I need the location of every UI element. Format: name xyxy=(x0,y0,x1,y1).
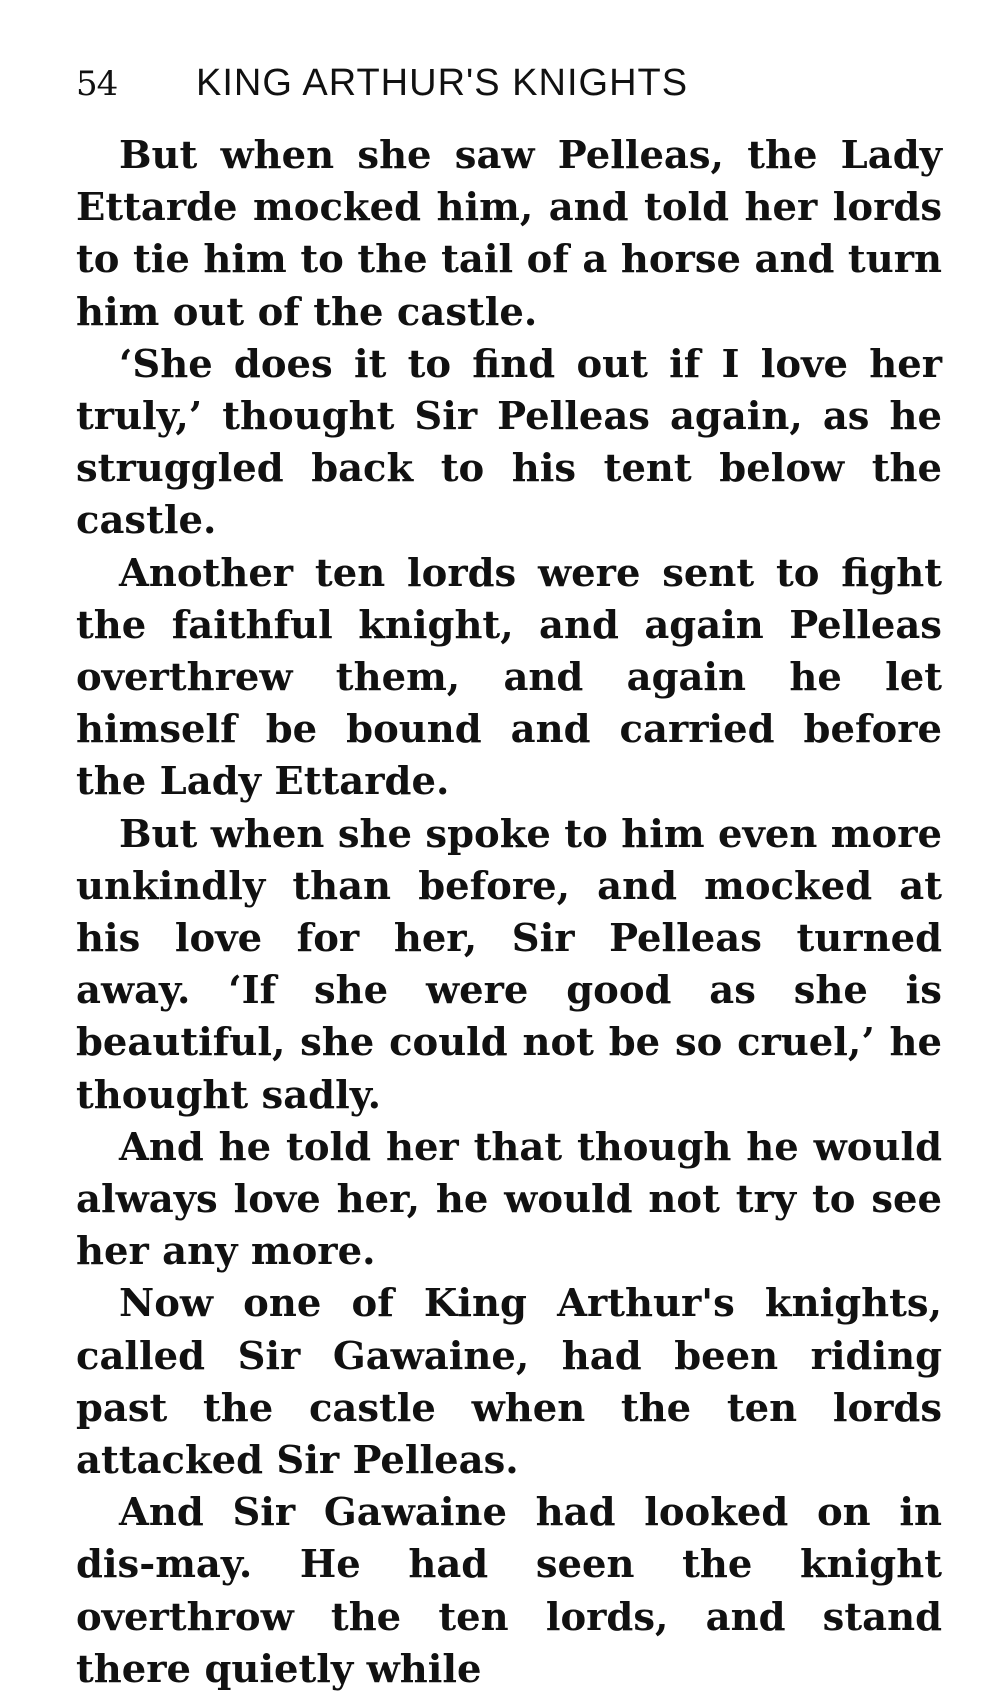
book-page xyxy=(76,62,942,1696)
paragraph: But when she saw Pelleas, the Lady Ettarde mocked him, and told her lords to tie him to the tail of a horse and turn him out of the castle. xyxy=(76,133,942,335)
paragraph: Now one of King Arthur's knights, called Sir Gawaine, had been riding past the castle when the ten lords attacked Sir Pelleas. xyxy=(76,1281,942,1484)
paragraph: Another ten lords were sent to fight the faithful knight, and again Pelleas overthrew them, and again he let himself be bound and carried before the Lady Ettarde. xyxy=(76,550,942,805)
paragraph: ‘She does it to find out if I love her truly,’ thought Sir Pelleas again, as he struggled back to his tent below the castle. xyxy=(76,341,942,544)
page-header xyxy=(76,62,942,120)
running-head: KING ARTHUR'S KNIGHTS xyxy=(196,62,689,104)
body-text xyxy=(76,130,942,1696)
paragraph: And he told her that though he would always love her, he would not try to see her any more. xyxy=(76,1124,942,1275)
paragraph: But when she spoke to him even more unkindly than before, and mocked at his love for her, Sir Pelleas turned away. ‘If she were good as she is beautiful, she could not be so cruel,’ he thought sadly. xyxy=(76,811,942,1118)
paragraph: And Sir Gawaine had looked on in dis-may. He had seen the knight overthrow the ten lords, and stand there quietly while xyxy=(76,1490,942,1692)
page-number: 54 xyxy=(76,64,118,104)
